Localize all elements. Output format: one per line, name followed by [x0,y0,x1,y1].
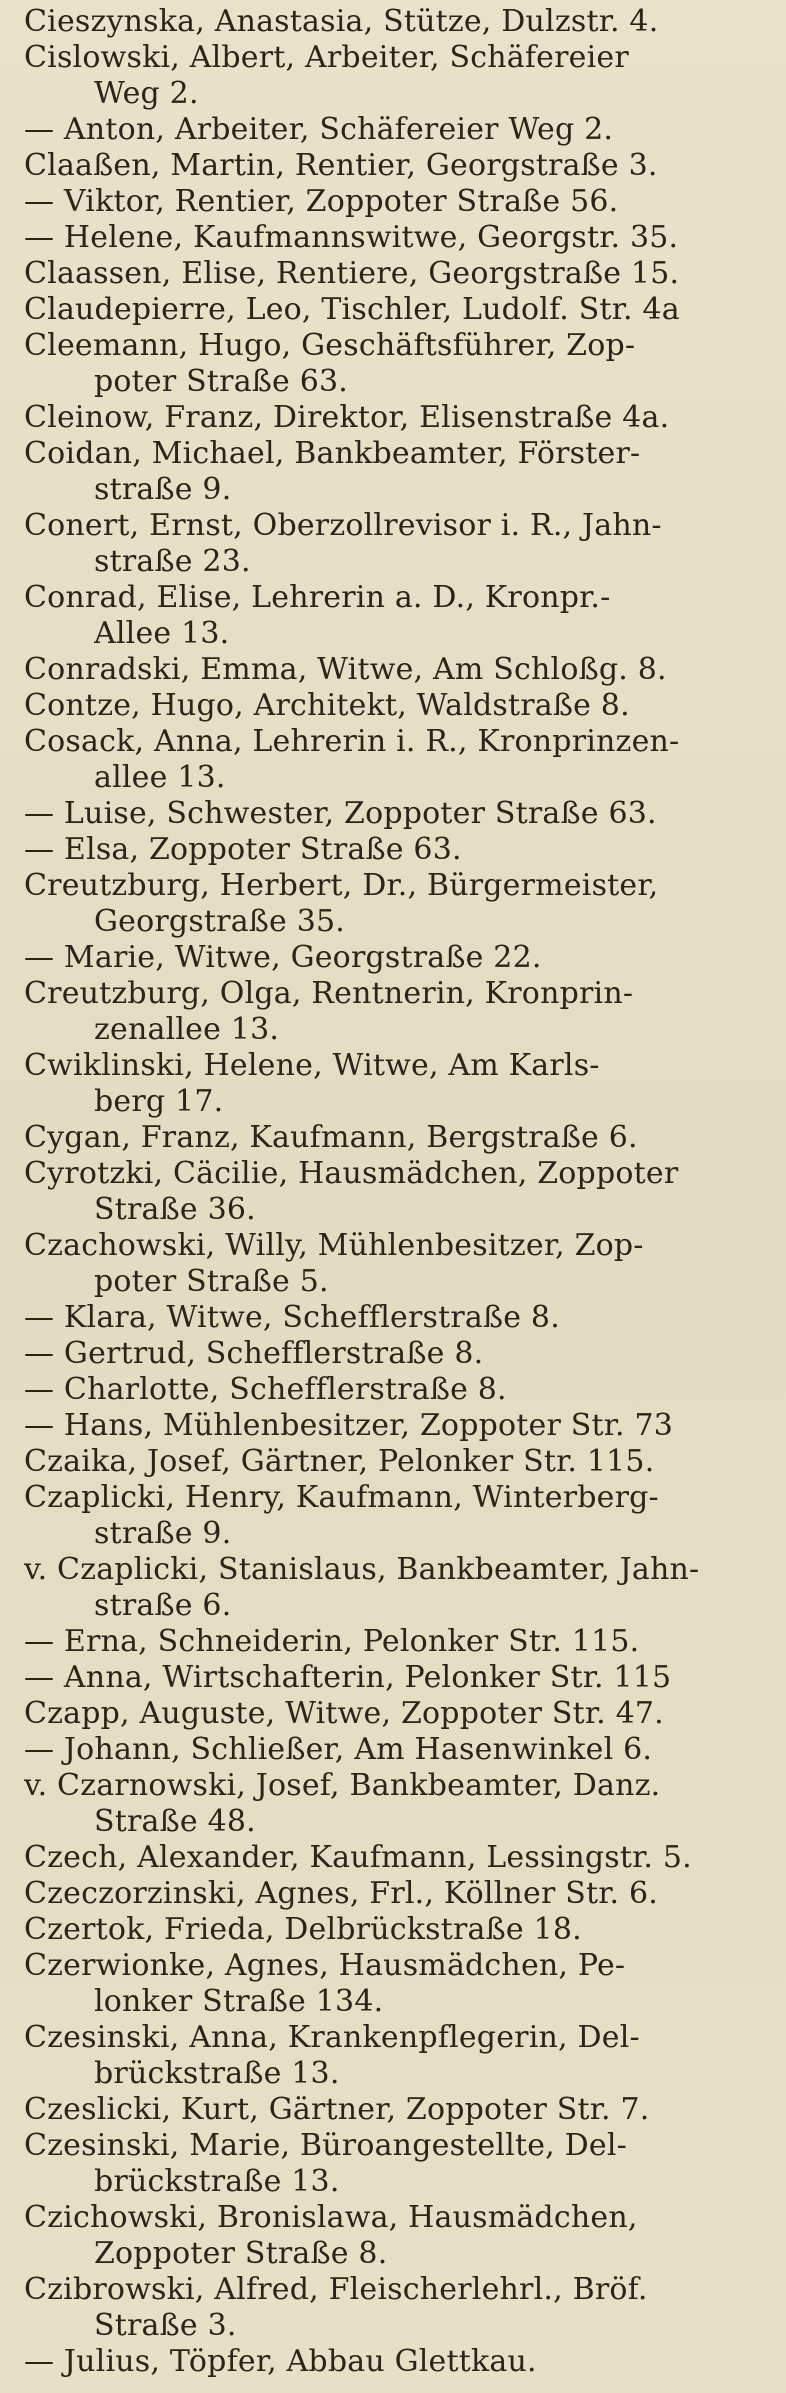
entry-continuation-line: straße 9. [94,1516,232,1551]
directory-entry-line: Czibrowski, Alfred, Fleischerlehrl., Bröf. [24,2272,648,2307]
entry-continuation-line: straße 9. [94,472,232,507]
directory-entry-line: Cieszynska, Anastasia, Stütze, Dulzstr. 4. [24,4,659,39]
directory-entry-line: — Helene, Kaufmannswitwe, Georgstr. 35. [24,220,679,255]
entry-continuation-line: straße 6. [94,1588,232,1623]
entry-continuation-line: Straße 36. [94,1192,256,1227]
directory-entry-line: — Charlotte, Schefflerstraße 8. [24,1372,507,1407]
directory-entry-line: Cwiklinski, Helene, Witwe, Am Karls- [24,1048,600,1083]
entry-continuation-line: Straße 48. [94,1804,256,1839]
directory-entry-line: — Erna, Schneiderin, Pelonker Str. 115. [24,1624,640,1659]
directory-entry-line: Conradski, Emma, Witwe, Am Schloßg. 8. [24,652,667,687]
entry-continuation-line: poter Straße 5. [94,1264,329,1299]
entry-continuation-line: Allee 13. [94,616,230,651]
directory-entry-line: Czertok, Frieda, Delbrückstraße 18. [24,1912,582,1947]
directory-entry-line: Czerwionke, Agnes, Hausmädchen, Pe- [24,1948,626,1983]
directory-entry-line: Czaika, Josef, Gärtner, Pelonker Str. 115. [24,1444,655,1479]
directory-entry-line: Creutzburg, Olga, Rentnerin, Kronprin- [24,976,634,1011]
directory-entry-line: Czeczorzinski, Agnes, Frl., Köllner Str. 6. [24,1876,659,1911]
entry-continuation-line: zenallee 13. [94,1012,280,1047]
directory-entry-line: — Luise, Schwester, Zoppoter Straße 63. [24,796,657,831]
directory-entry-line: Cislowski, Albert, Arbeiter, Schäfereier [24,40,629,75]
directory-entry-line: — Gertrud, Schefflerstraße 8. [24,1336,484,1371]
directory-entry-line: Claudepierre, Leo, Tischler, Ludolf. Str. 4a [24,292,680,327]
directory-entry-line: v. Czaplicki, Stanislaus, Bankbeamter, Jahn- [24,1552,700,1587]
entry-continuation-line: Straße 3. [94,2308,237,2343]
directory-entry-line: Coidan, Michael, Bankbeamter, Förster- [24,436,641,471]
directory-entry-line: Cygan, Franz, Kaufmann, Bergstraße 6. [24,1120,638,1155]
directory-entry-line: Czeslicki, Kurt, Gärtner, Zoppoter Str. 7. [24,2092,650,2127]
directory-entry-line: Cyrotzki, Cäcilie, Hausmädchen, Zoppoter [24,1156,679,1191]
entry-continuation-line: berg 17. [94,1084,224,1119]
entry-continuation-line: Georgstraße 35. [94,904,346,939]
directory-entry-line: Czesinski, Marie, Büroangestellte, Del- [24,2128,627,2163]
directory-entry-line: Claaßen, Martin, Rentier, Georgstraße 3. [24,148,658,183]
entry-continuation-line: straße 23. [94,544,251,579]
entry-continuation-line: lonker Straße 134. [94,1984,384,2019]
directory-entry-line: Cleemann, Hugo, Geschäftsführer, Zop- [24,328,636,363]
directory-entry-line: — Klara, Witwe, Schefflerstraße 8. [24,1300,560,1335]
directory-entry-line: Czaplicki, Henry, Kaufmann, Winterberg- [24,1480,659,1515]
entry-continuation-line: Zoppoter Straße 8. [94,2236,388,2271]
entry-continuation-line: brückstraße 13. [94,2056,340,2091]
directory-entry-line: Czesinski, Anna, Krankenpflegerin, Del- [24,2020,640,2055]
directory-entry-line: — Viktor, Rentier, Zoppoter Straße 56. [24,184,619,219]
directory-entry-line: Czachowski, Willy, Mühlenbesitzer, Zop- [24,1228,644,1263]
directory-entry-line: Czichowski, Bronislawa, Hausmädchen, [24,2200,638,2235]
entry-continuation-line: Weg 2. [94,76,199,111]
directory-entry-line: Conrad, Elise, Lehrerin a. D., Kronpr.- [24,580,611,615]
directory-entry-line: Cosack, Anna, Lehrerin i. R., Kronprinzen- [24,724,680,759]
directory-entry-line: — Anna, Wirtschafterin, Pelonker Str. 115 [24,1660,672,1695]
directory-entry-line: Conert, Ernst, Oberzollrevisor i. R., Jahn- [24,508,662,543]
directory-entry-line: Creutzburg, Herbert, Dr., Bürgermeister, [24,868,659,903]
directory-entry-line: v. Czarnowski, Josef, Bankbeamter, Danz. [24,1768,661,1803]
directory-entry-line: — Johann, Schließer, Am Hasenwinkel 6. [24,1732,653,1767]
entry-continuation-line: brückstraße 13. [94,2164,340,2199]
directory-entry-line: Czapp, Auguste, Witwe, Zoppoter Str. 47. [24,1696,664,1731]
directory-entry-line: — Marie, Witwe, Georgstraße 22. [24,940,542,975]
directory-entry-line: — Elsa, Zoppoter Straße 63. [24,832,462,867]
entry-continuation-line: allee 13. [94,760,226,795]
entry-continuation-line: poter Straße 63. [94,364,349,399]
directory-entry-line: Cleinow, Franz, Direktor, Elisenstraße 4a. [24,400,670,435]
directory-entry-line: — Hans, Mühlenbesitzer, Zoppoter Str. 73 [24,1408,674,1443]
directory-entry-line: Claassen, Elise, Rentiere, Georgstraße 15. [24,256,680,291]
directory-entry-line: — Anton, Arbeiter, Schäfereier Weg 2. [24,112,614,147]
directory-entry-line: — Julius, Töpfer, Abbau Glettkau. [24,2344,537,2379]
directory-entry-line: Czech, Alexander, Kaufmann, Lessingstr. 5. [24,1840,692,1875]
directory-entry-line: Contze, Hugo, Architekt, Waldstraße 8. [24,688,630,723]
